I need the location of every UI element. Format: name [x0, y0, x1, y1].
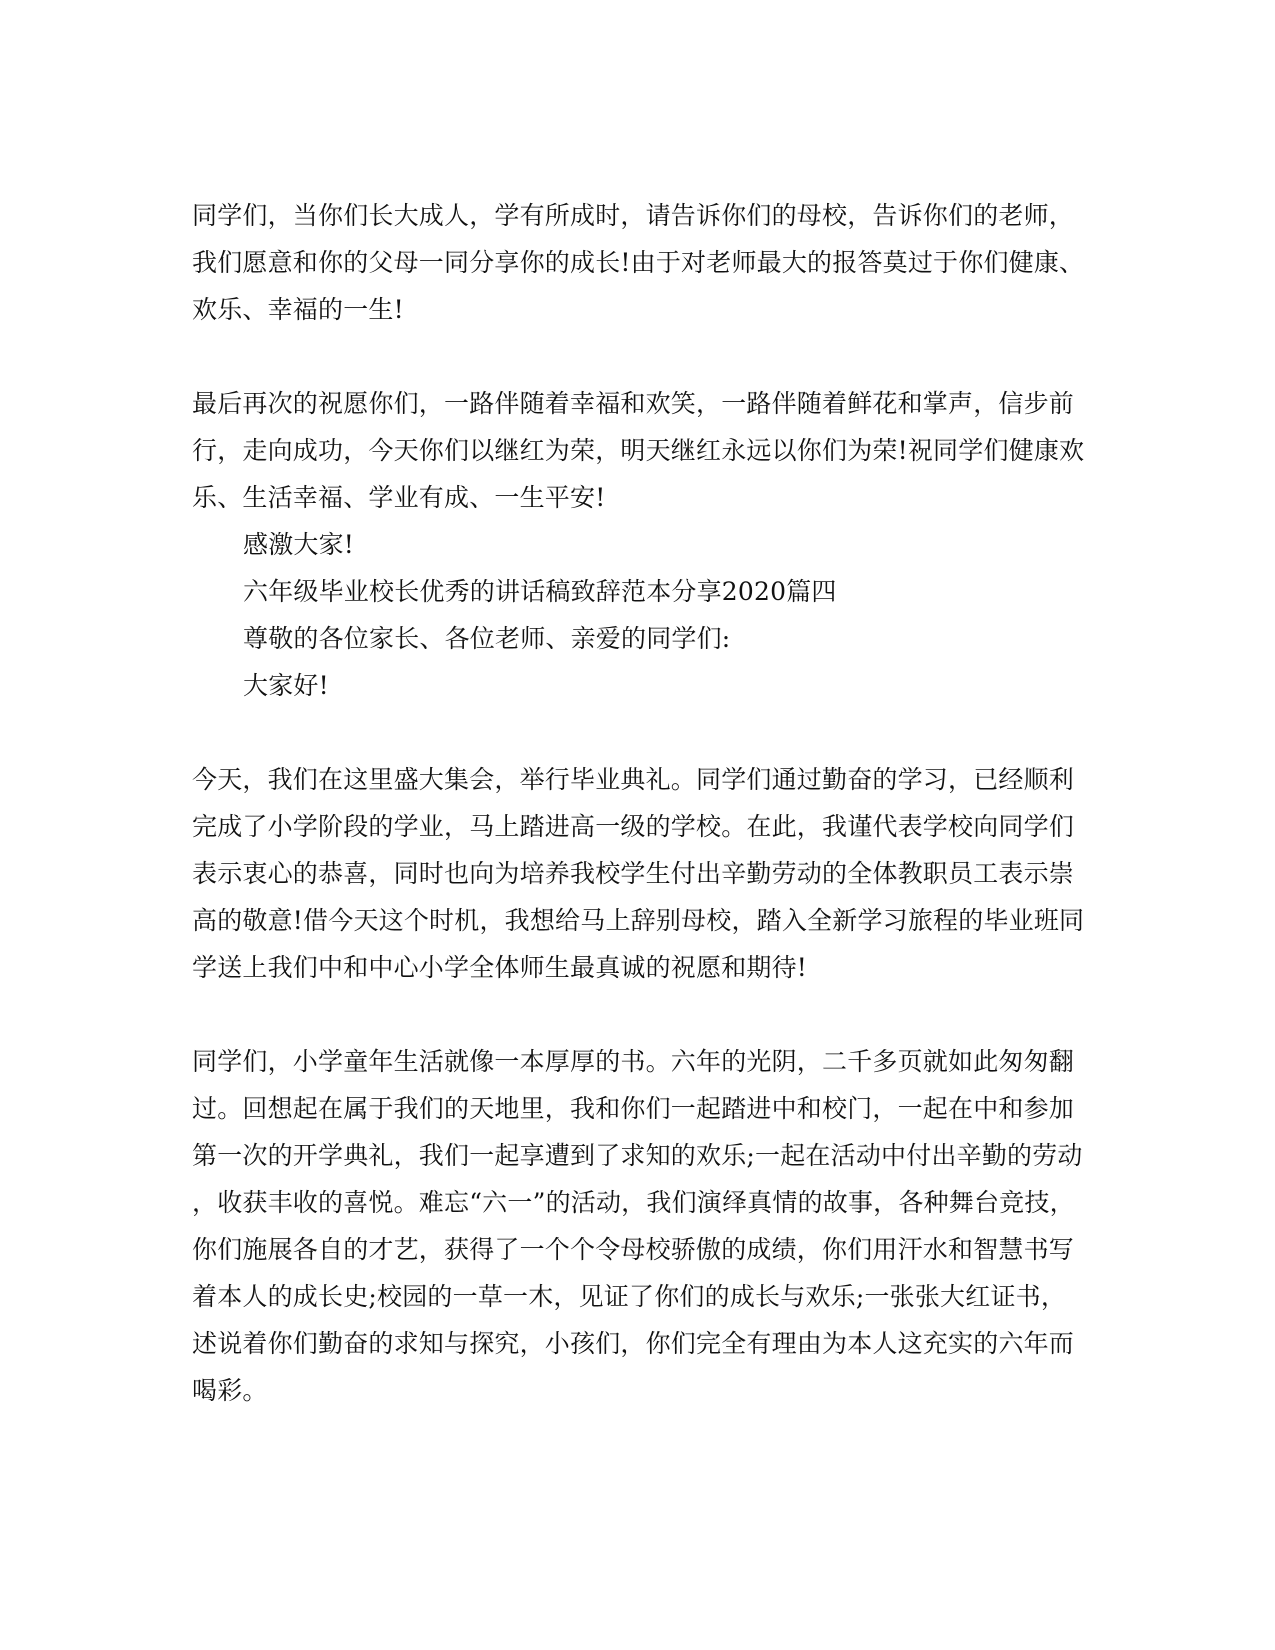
- paragraph-line: 同学们，小学童年生活就像一本厚厚的书。六年的光阴，二千多页就如此匆匆翻: [192, 1047, 1075, 1076]
- paragraph-line: 今天，我们在这里盛大集会，举行毕业典礼。同学们通过勤奋的学习，已经顺利: [192, 765, 1075, 794]
- salutation-line: 尊敬的各位家长、各位老师、亲爱的同学们:: [243, 624, 731, 653]
- paragraph-line: 述说着你们勤奋的求知与探究，小孩们，你们完全有理由为本人这充实的六年而: [192, 1329, 1075, 1358]
- paragraph-line: 行，走向成功，今天你们以继红为荣，明天继红永远以你们为荣!祝同学们健康欢: [192, 436, 1085, 465]
- paragraph-line: 乐、生活幸福、学业有成、一生平安!: [192, 483, 606, 512]
- paragraph-line: 过。回想起在属于我们的天地里，我和你们一起踏进中和校门，一起在中和参加: [192, 1094, 1075, 1123]
- paragraph-line: 着本人的成长史;校园的一草一木，见证了你们的成长与欢乐;一张张大红证书，: [192, 1282, 1067, 1311]
- paragraph-line: 学送上我们中和中心小学全体师生最真诚的祝愿和期待!: [192, 953, 808, 982]
- paragraph-line: 欢乐、幸福的一生!: [192, 295, 404, 324]
- closing-line: 感激大家!: [243, 530, 355, 559]
- paragraph-line: 第一次的开学典礼，我们一起享遭到了求知的欢乐;一起在活动中付出辛勤的劳动: [192, 1141, 1083, 1170]
- paragraph-line: 你们施展各自的才艺，获得了一个个令母校骄傲的成绩，你们用汗水和智慧书写: [192, 1235, 1075, 1264]
- paragraph-line: 完成了小学阶段的学业，马上踏进高一级的学校。在此，我谨代表学校向同学们: [192, 812, 1075, 841]
- paragraph-line: 喝彩。: [192, 1376, 268, 1405]
- paragraph-line: 表示衷心的恭喜，同时也向为培养我校学生付出辛勤劳动的全体教职员工表示崇: [192, 859, 1075, 888]
- paragraph-line: 同学们，当你们长大成人，学有所成时，请告诉你们的母校，告诉你们的老师，: [192, 201, 1075, 230]
- paragraph-line: 最后再次的祝愿你们，一路伴随着幸福和欢笑，一路伴随着鲜花和掌声，信步前: [192, 389, 1075, 418]
- paragraph-line: 我们愿意和你的父母一同分享你的成长!由于对老师最大的报答莫过于你们健康、: [192, 248, 1085, 277]
- section-title: 六年级毕业校长优秀的讲话稿致辞范本分享2020篇四: [243, 577, 837, 606]
- greeting-line: 大家好!: [243, 671, 329, 700]
- paragraph-line: 高的敬意!借今天这个时机，我想给马上辞别母校，踏入全新学习旅程的毕业班同: [192, 906, 1085, 935]
- paragraph-line: ，收获丰收的喜悦。难忘“六一”的活动，我们演绎真情的故事，各种舞台竞技，: [192, 1188, 1075, 1217]
